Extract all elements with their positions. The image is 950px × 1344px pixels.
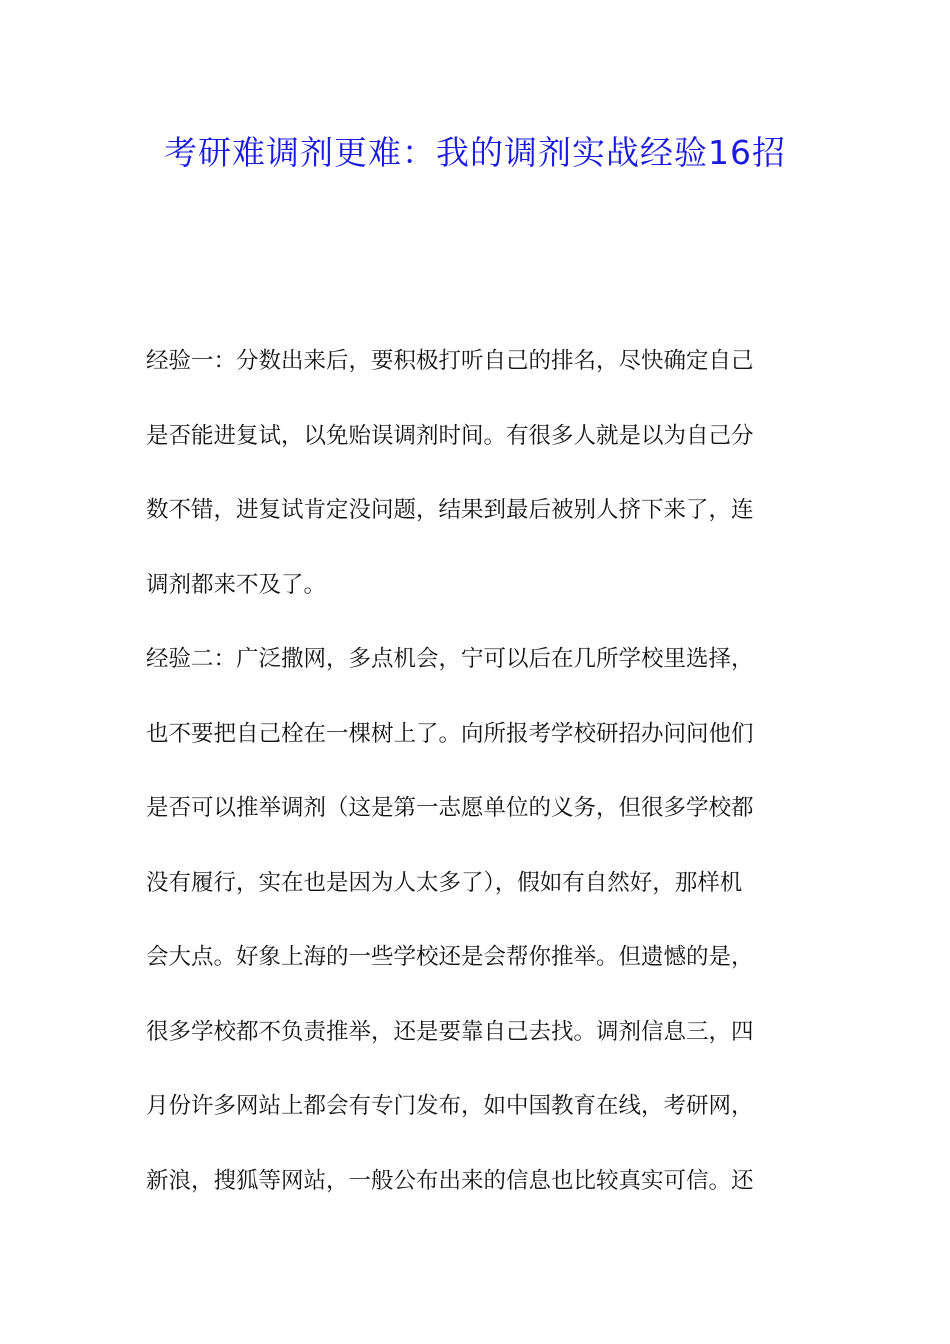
paragraph-line: 月份许多网站上都会有专门发布，如中国教育在线，考研网， [146, 1093, 754, 1119]
paragraph-line: 调剂都来不及了。 [146, 571, 327, 598]
paragraph-line: 会大点。好象上海的一些学校还是会帮你推举。但遗憾的是， [146, 944, 754, 970]
paragraph-line: 经验二：广泛撒网，多点机会，宁可以后在几所学校里选择， [146, 646, 754, 672]
document-title: 考研难调剂更难：我的调剂实战经验16招 [164, 133, 786, 172]
paragraph-line: 是否可以推举调剂（这是第一志愿单位的义务，但很多学校都 [146, 795, 754, 821]
paragraph-line: 经验一：分数出来后，要积极打听自己的排名，尽快确定自己 [146, 348, 754, 374]
paragraph-line: 是否能进复试，以免贻误调剂时间。有很多人就是以为自己分 [146, 422, 754, 449]
document-body [146, 336, 806, 1230]
paragraph-line: 很多学校都不负责推举，还是要靠自己去找。调剂信息三，四 [146, 1018, 754, 1045]
paragraph-line: 新浪，搜狐等网站，一般公布出来的信息也比较真实可信。还 [146, 1167, 754, 1194]
paragraph-line: 也不要把自己栓在一棵树上了。向所报考学校研招办问问他们 [146, 720, 754, 747]
paragraph-line: 数不错，进复试肯定没问题，结果到最后被别人挤下来了，连 [146, 497, 754, 523]
paragraph-line: 没有履行，实在也是因为人太多了），假如有自然好，那样机 [146, 869, 743, 896]
